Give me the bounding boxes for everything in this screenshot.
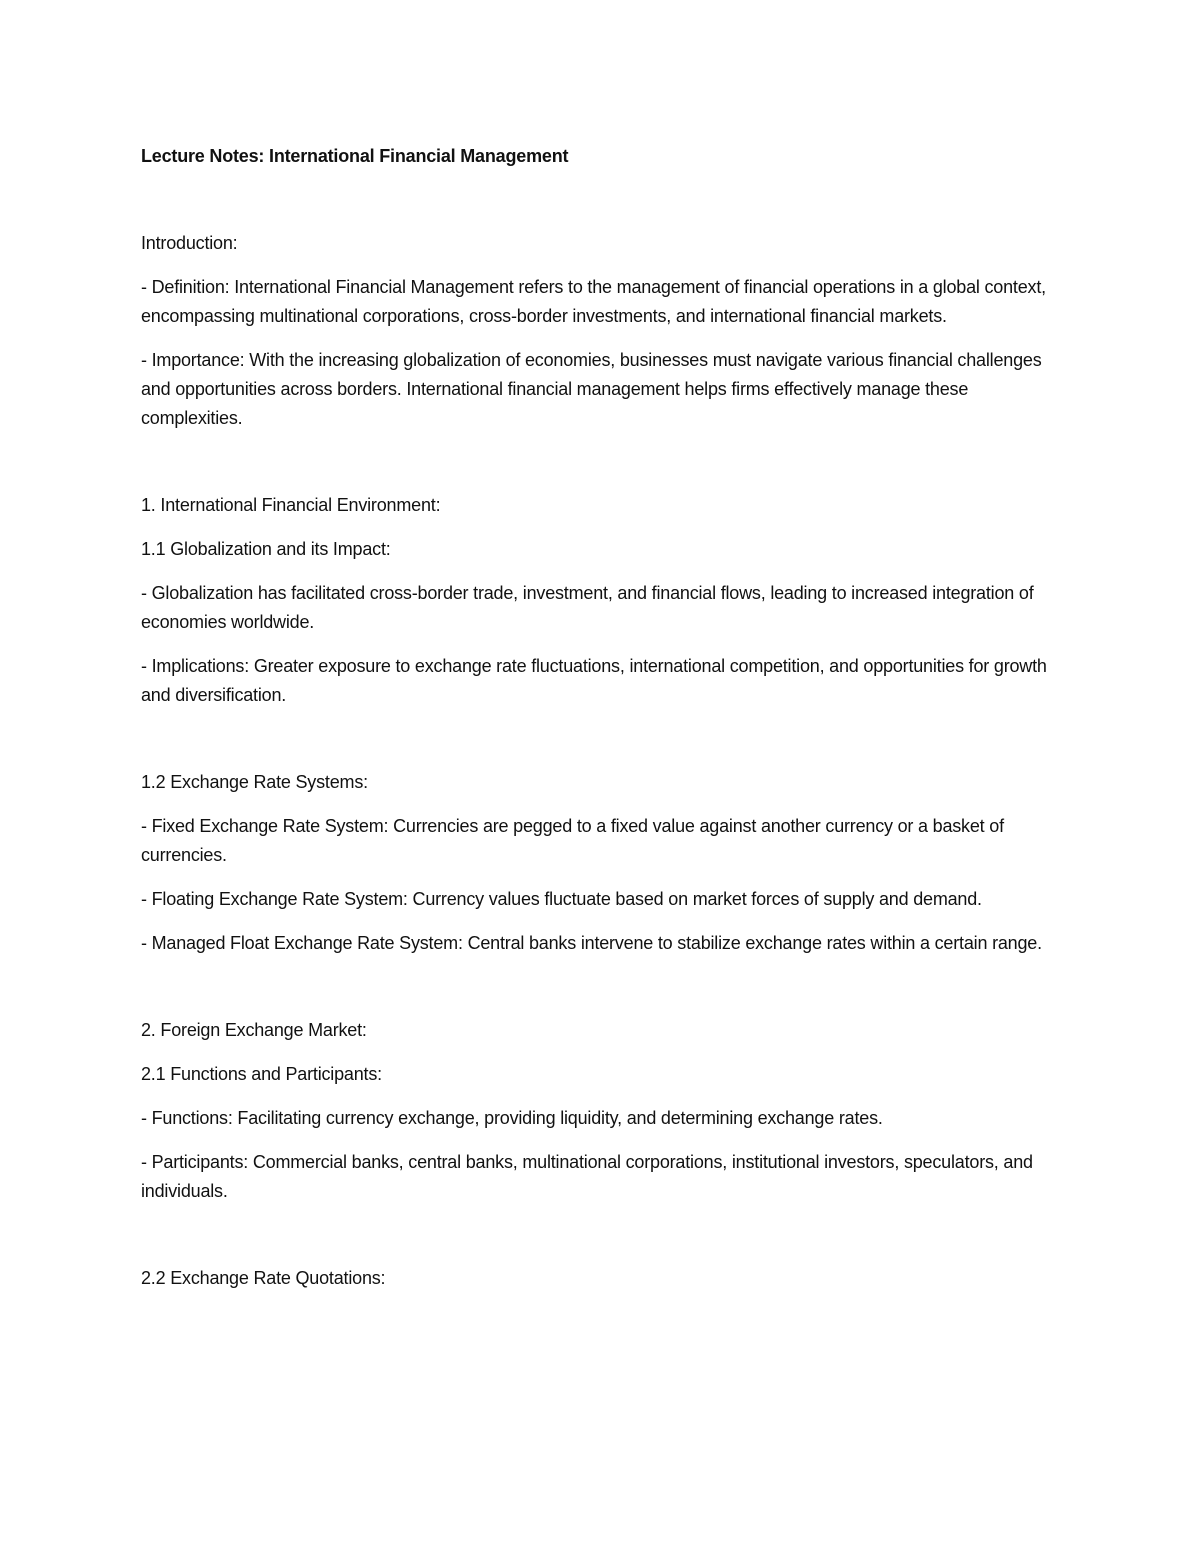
section1-1-paragraph-2: - Implications: Greater exposure to exchange rate fluctuations, international competition, and opportunities for growth and diversification. xyxy=(141,656,1047,705)
section2-1-heading: 2.1 Functions and Participants: xyxy=(141,1064,382,1084)
section1-2-heading: 1.2 Exchange Rate Systems: xyxy=(141,772,368,792)
section1-heading: 1. International Financial Environment: xyxy=(141,495,441,515)
section1-2-paragraph-3: - Managed Float Exchange Rate System: Central banks intervene to stabilize exchange rates within a certain range. xyxy=(141,933,1042,953)
section2-1-paragraph-2: - Participants: Commercial banks, central banks, multinational corporations, institutional investors, speculators, and individuals. xyxy=(141,1152,1033,1201)
intro-heading: Introduction: xyxy=(141,233,238,253)
section2-2-heading: 2.2 Exchange Rate Quotations: xyxy=(141,1268,386,1288)
intro-definition: - Definition: International Financial Management refers to the management of financial operations in a global context, encompassing multinational corporations, cross-border investments, and international financial markets. xyxy=(141,277,1046,326)
section1-1-paragraph-1: - Globalization has facilitated cross-border trade, investment, and financial flows, leading to increased integration of economies worldwide. xyxy=(141,583,1034,632)
section2-heading: 2. Foreign Exchange Market: xyxy=(141,1020,367,1040)
document-body xyxy=(141,142,1061,1293)
section2-1-paragraph-1: - Functions: Facilitating currency exchange, providing liquidity, and determining exchange rates. xyxy=(141,1108,883,1128)
section1-1-heading: 1.1 Globalization and its Impact: xyxy=(141,539,391,559)
section1-2-paragraph-2: - Floating Exchange Rate System: Currency values fluctuate based on market forces of supply and demand. xyxy=(141,889,982,909)
intro-importance: - Importance: With the increasing globalization of economies, businesses must navigate various financial challenges and opportunities across borders. International financial management helps firms effectively manage these complexities. xyxy=(141,350,1042,428)
document-title: Lecture Notes: International Financial Management xyxy=(141,146,569,166)
section1-2-paragraph-1: - Fixed Exchange Rate System: Currencies are pegged to a fixed value against another currency or a basket of currencies. xyxy=(141,816,1004,865)
